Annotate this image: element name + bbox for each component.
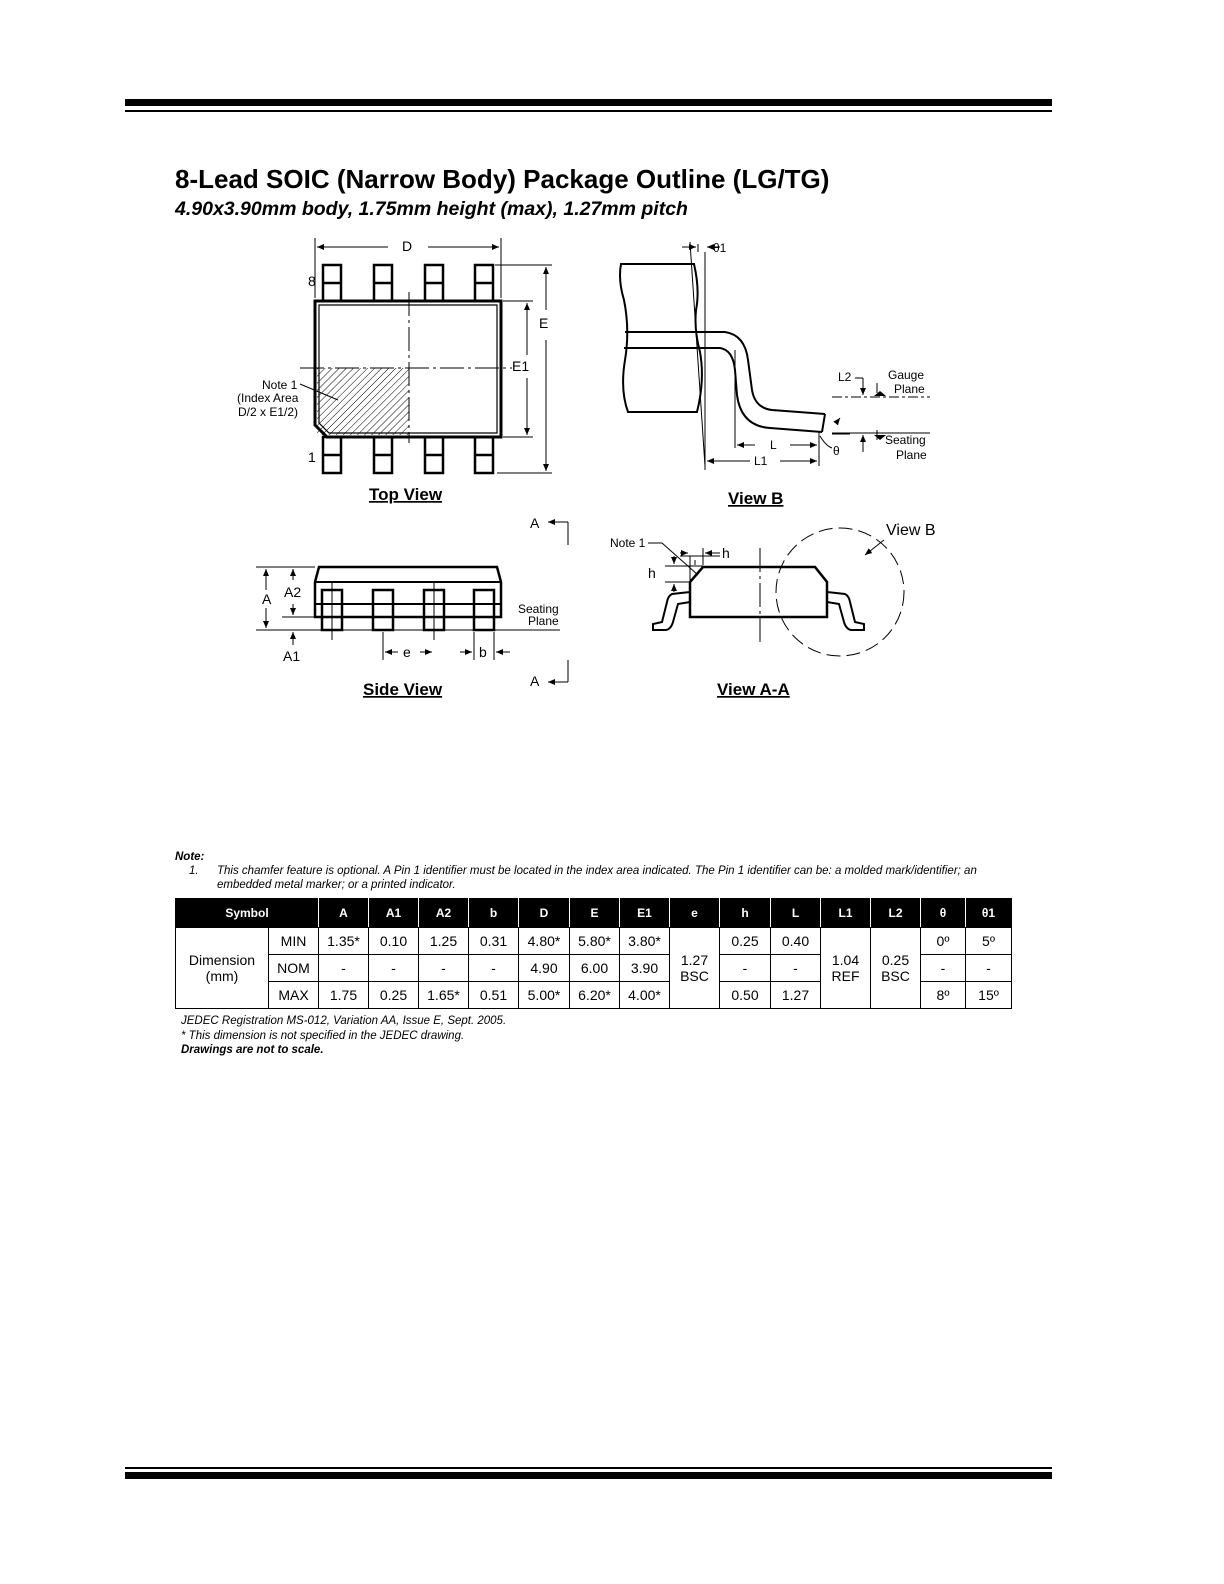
table-cell: 0.25 [369,982,419,1009]
footnote-jedec: JEDEC Registration MS-012, Variation AA, Issue E, Sept. 2005. [181,1015,507,1027]
dim-b-label: b [479,644,487,660]
table-cell: - [921,955,966,982]
note-item [175,864,1025,892]
dim-A1-label: A1 [283,648,301,664]
table-header-row [176,899,1012,928]
note-text: This chamfer feature is optional. A Pin 1 identifier must be located in the index area indicated. The Pin 1 identifier can be: a molded mark/identifier; an embedded metal marker; or a printed indicator. [217,865,977,891]
header-cell: h [720,899,771,928]
header-cell: b [469,899,519,928]
gauge-plane-label-2: Plane [894,382,925,396]
table-cell: 3.90 [620,955,670,982]
L1-value-line-1: 1.04 [831,952,860,968]
gauge-plane-label-1: Gauge [888,368,925,382]
dim-e-label: e [403,644,411,660]
header-cell: θ1 [966,899,1012,928]
min-label: MIN [269,928,319,955]
L-label: L [770,438,777,452]
nom-label: NOM [269,955,319,982]
row-label-line-2: (mm) [205,968,239,984]
row-label-line-1: Dimension [188,952,256,968]
section-A-marker-top: A [530,515,540,531]
side-seating-plane-label-2: Plane [528,614,559,628]
dim-h-label-top: h [722,545,730,561]
table-cell: - [771,955,821,982]
table-row-min [176,928,1012,955]
page-subtitle: 4.90x3.90mm body, 1.75mm height (max), 1.27mm pitch [175,198,688,220]
L1-value-line-2: REF [831,968,860,984]
pin-8-label: 8 [308,273,316,289]
view-b-callout: View B [886,522,936,539]
header-cell: L1 [821,899,871,928]
header-cell: E [570,899,620,928]
view-aa [648,528,904,656]
row-label-dimension [176,928,269,1009]
header-cell: L2 [871,899,921,928]
table-cell: 1.35* [319,928,369,955]
pin-1-label: 1 [308,449,316,465]
L2-value-line-2: BSC [881,968,910,984]
package-drawings [0,0,1224,760]
table-cell: - [720,955,771,982]
table-cell: 8º [921,982,966,1009]
dim-A-label: A [262,591,272,607]
bottom-leads [323,437,493,473]
table-cell: 5.80* [570,928,620,955]
table-cell: 0.31 [469,928,519,955]
note1-label: Note 1 [610,536,646,550]
table-cell: 3.80* [620,928,670,955]
seating-plane-label-1: Seating [885,433,926,447]
e-value-line-2: BSC [680,968,709,984]
table-cell: 1.25 [419,928,469,955]
table-cell: - [966,955,1012,982]
theta-label: θ [833,444,840,458]
page-title: 8-Lead SOIC (Narrow Body) Package Outline (LG/TG) [175,164,830,194]
table-cell: 0º [921,928,966,955]
view-aa-label: View A-A [717,680,790,699]
table-cell: 4.90 [519,955,570,982]
top-leads [323,265,493,301]
table-cell: 6.00 [570,955,620,982]
table-footnotes [181,1014,506,1058]
header-cell: A [319,899,369,928]
note1-index-label-2: (Index Area [237,391,299,405]
top-view-label: Top View [369,485,443,504]
table-cell: - [319,955,369,982]
side-seating-plane-label-1: Seating [518,602,559,616]
note1-index-label-3: D/2 x E1/2) [238,405,299,419]
table-cell: 5.00* [519,982,570,1009]
max-label: MAX [269,982,319,1009]
bottom-rule-thin [125,1467,1052,1469]
e-value-cell [670,928,720,1009]
dim-A2-label: A2 [284,584,302,600]
note-heading: Note: [175,851,205,863]
footnote-scale: Drawings are not to scale. [181,1044,324,1056]
view-b-label: View B [728,489,784,508]
table-cell: - [369,955,419,982]
e-value-line-1: 1.27 [680,952,709,968]
header-cell: A2 [419,899,469,928]
table-cell: 0.51 [469,982,519,1009]
footnote-asterisk: * This dimension is not specified in the JEDEC drawing. [181,1029,465,1042]
header-cell: E1 [620,899,670,928]
view-b [620,242,930,470]
L1-value-cell [821,928,871,1009]
dim-E-label: E [539,315,549,331]
header-cell: Symbol [176,899,319,928]
dimension-table [175,898,1012,1009]
table-cell: 1.65* [419,982,469,1009]
table-cell: 0.50 [720,982,771,1009]
header-cell: L [771,899,821,928]
dim-E1-label: E1 [512,358,530,374]
header-cell: A1 [369,899,419,928]
table-cell: - [469,955,519,982]
side-view-label: Side View [363,680,443,699]
L2-label: L2 [838,370,852,384]
table-cell: 4.00* [620,982,670,1009]
dim-h-label-left: h [648,565,656,581]
section-A-marker-bottom: A [530,673,540,689]
table-cell: 6.20* [570,982,620,1009]
header-cell: e [670,899,720,928]
theta1-label: θ1 [713,241,727,255]
table-cell: 0.10 [369,928,419,955]
table-cell: 0.25 [720,928,771,955]
table-cell: 5º [966,928,1012,955]
drawing-notes [175,850,1025,892]
seating-plane-label-2: Plane [896,448,927,462]
table-cell: 4.80* [519,928,570,955]
table-cell: - [419,955,469,982]
top-view [300,238,552,473]
L2-value-cell [871,928,921,1009]
index-area-hatch [317,368,409,435]
note-number: 1. [189,865,199,877]
L2-value-line-1: 0.25 [881,952,910,968]
header-cell: D [519,899,570,928]
note1-index-label-1: Note 1 [262,378,298,392]
table-cell: 0.40 [771,928,821,955]
table-cell: 1.27 [771,982,821,1009]
header-cell: θ [921,899,966,928]
L1-label: L1 [754,454,768,468]
table-cell: 1.75 [319,982,369,1009]
dim-D-label: D [402,238,413,254]
bottom-rule-thick [125,1472,1052,1479]
table-cell: 15º [966,982,1012,1009]
